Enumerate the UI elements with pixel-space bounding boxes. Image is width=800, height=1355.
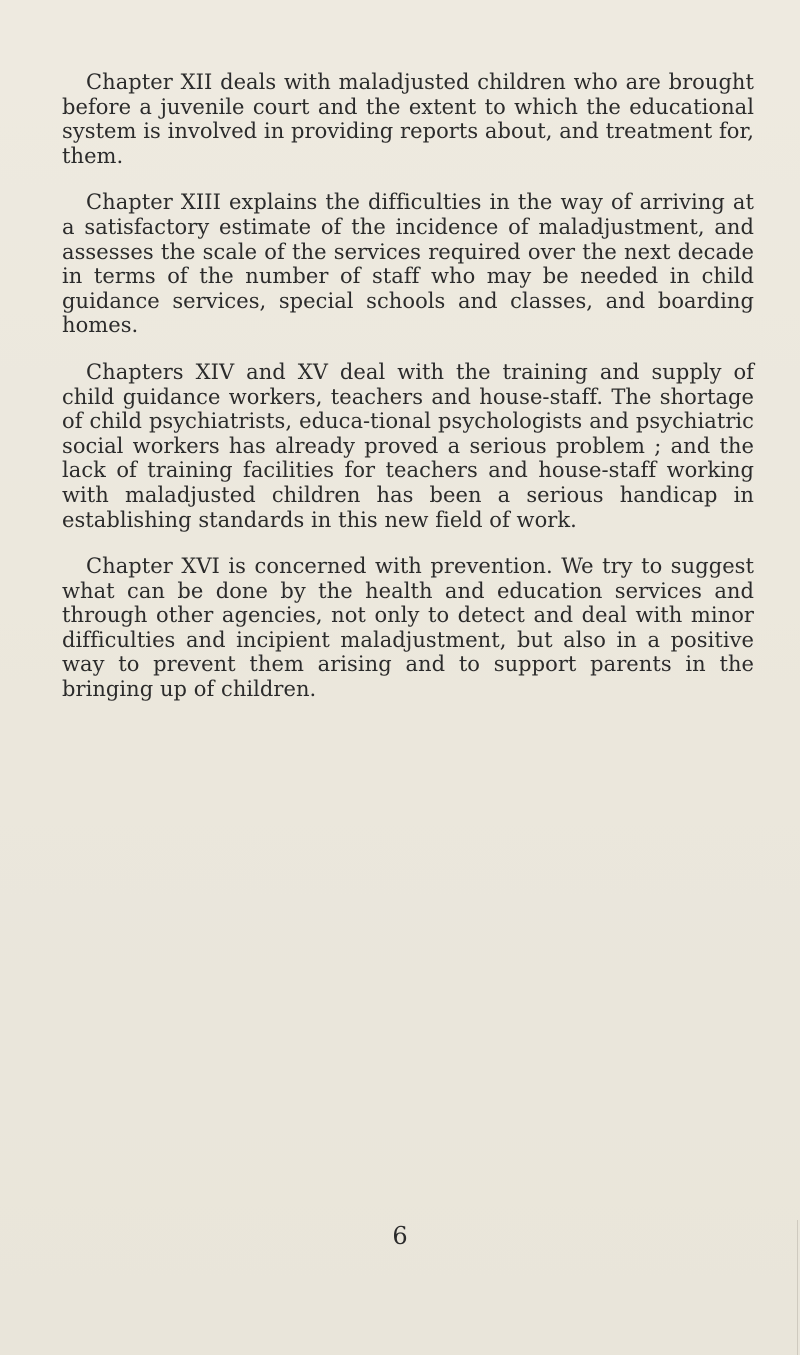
page-number: 6 <box>392 1222 408 1250</box>
body-text <box>62 70 754 724</box>
paragraph-chapters-xiv-xv: Chapters XIV and XV deal with the training and supply of child guidance workers, teachers and house-staff. The shortage of child psychiatrists, educa-tional psychologists and psychiatric social workers has already proved a serious problem ; and the lack of training facilities for teachers and house-staff working with maladjusted children has been a serious handicap in establishing standards in this new field of work. <box>62 359 754 532</box>
page-edge-divider <box>797 1220 798 1355</box>
paragraph-chapter-xiii: Chapter XIII explains the difficulties in the way of arriving at a satisfactory estimate of the incidence of maladjustment, and assesses the scale of the services required over the next decade in terms of the number of staff who may be needed in child guidance services, special schools and classes, and boarding homes. <box>62 190 754 338</box>
paragraph-chapter-xvi: Chapter XVI is concerned with prevention. We try to suggest what can be done by the health and education services and through other agencies, not only to detect and deal with minor difficulties and incipient maladjustment, but also in a positive way to prevent them arising and to support parents in the bringing up of children. <box>62 554 754 702</box>
paragraph-chapter-xii: Chapter XII deals with maladjusted children who are brought before a juvenile court and the extent to which the educational system is involved in providing reports about, and treatment for, them. <box>62 70 754 168</box>
